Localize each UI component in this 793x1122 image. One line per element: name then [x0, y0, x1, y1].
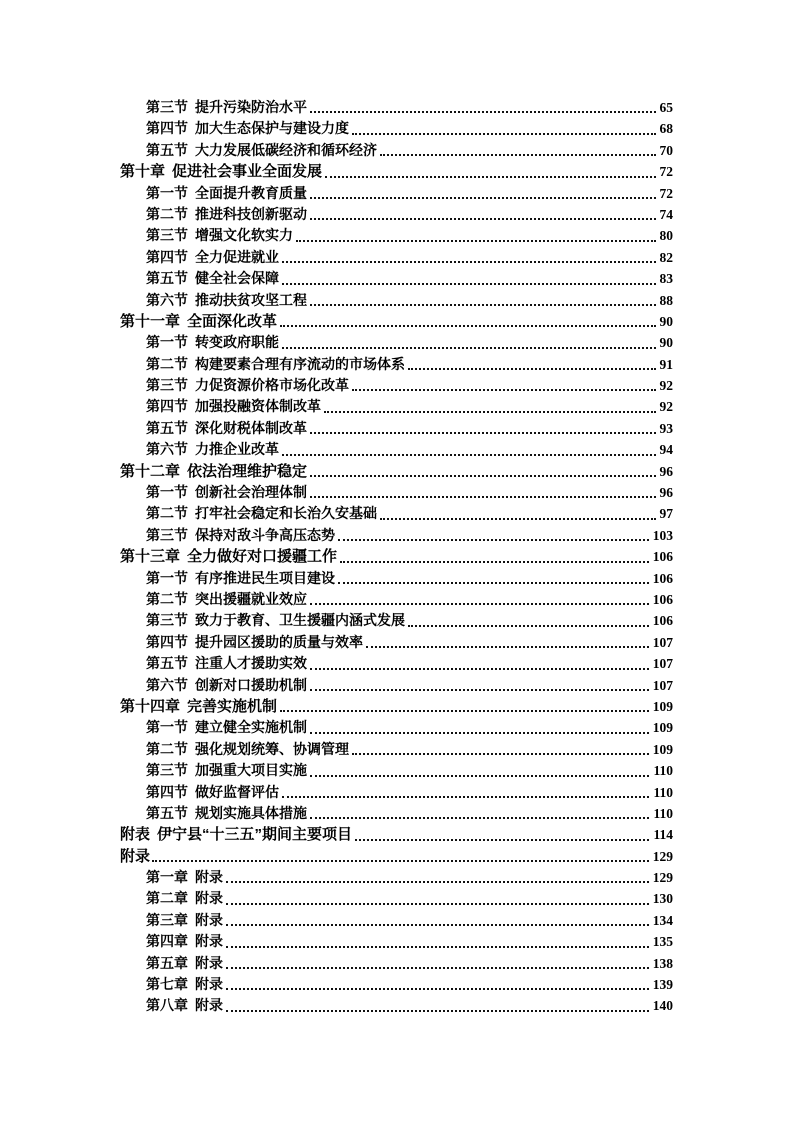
toc-entry-title: 全力促进就业: [195, 248, 279, 265]
toc-entry-title: 附录: [195, 890, 223, 907]
toc-entry[interactable]: [120, 760, 673, 781]
toc-entry-title: 依法治理维护稳定: [187, 462, 308, 480]
dot-leader: [310, 432, 656, 434]
dot-leader: [338, 582, 649, 584]
dot-leader: [226, 1010, 649, 1012]
dot-leader: [310, 197, 656, 199]
toc-entry-number: 第三节: [146, 99, 188, 115]
dot-leader: [408, 368, 656, 370]
toc-entry-number: 第二章: [146, 890, 188, 907]
toc-entry-page-number: 106: [652, 591, 673, 607]
toc-entry-page-number: 130: [652, 891, 673, 907]
toc-entry-title: 加大生态保护与建设力度: [195, 120, 349, 137]
toc-entry-page-number: 110: [653, 805, 673, 821]
toc-entry[interactable]: [120, 503, 673, 524]
toc-entry-page-number: 135: [652, 934, 673, 950]
toc-entry-number: 第三节: [146, 526, 188, 543]
dot-leader: [310, 817, 649, 819]
dot-leader: [366, 646, 649, 648]
toc-entry-page-number: 82: [659, 249, 673, 265]
dot-leader: [226, 988, 649, 990]
dot-leader: [408, 625, 649, 627]
toc-entry-number: 第三章: [146, 911, 188, 928]
toc-entry-title: 附录: [195, 911, 223, 928]
toc-entry-title: 构建要素合理有序流动的市场体系: [195, 355, 405, 372]
toc-entry-number: 第二节: [146, 505, 188, 522]
toc-entry-number: 第十四章: [120, 697, 181, 715]
toc-entry[interactable]: [120, 396, 673, 417]
toc-entry-page-number: 109: [652, 720, 673, 736]
toc-entry-title: 打牢社会稳定和长治久安基础: [195, 505, 377, 522]
toc-entry[interactable]: [120, 311, 673, 332]
toc-entry-title: 提升园区援助的质量与效率: [195, 633, 363, 650]
toc-entry-page-number: 94: [659, 442, 673, 458]
toc-entry-page-number: 103: [652, 527, 673, 543]
toc-entry[interactable]: [120, 418, 673, 439]
toc-entry[interactable]: [120, 204, 673, 225]
dot-leader: [352, 753, 649, 755]
toc-entry-number: 第五节: [146, 419, 188, 436]
toc-entry-page-number: 107: [652, 677, 673, 693]
toc-entry[interactable]: [120, 225, 673, 246]
toc-entry-page-number: 134: [652, 912, 673, 928]
toc-entry[interactable]: [120, 589, 673, 610]
dot-leader: [310, 775, 649, 777]
toc-entry-page-number: 65: [659, 100, 673, 115]
toc-entry-number: 第十章: [120, 163, 166, 181]
toc-entry[interactable]: [120, 953, 673, 974]
toc-entry-number: 第三节: [146, 762, 188, 779]
toc-entry[interactable]: [120, 118, 673, 139]
toc-entry-title: 推进科技创新驱动: [195, 205, 307, 222]
toc-entry[interactable]: [120, 375, 673, 396]
toc-entry[interactable]: [120, 995, 673, 1016]
toc-entry-number: 第四节: [146, 398, 188, 415]
toc-entry[interactable]: [120, 482, 673, 503]
toc-entry-page-number: 109: [652, 698, 673, 714]
toc-entry-title: 附录: [195, 976, 223, 993]
table-of-contents: [120, 97, 673, 1017]
toc-entry-title: 附录: [195, 869, 223, 886]
toc-entry-title: 加强重大项目实施: [195, 762, 307, 779]
toc-entry-number: 第六节: [146, 291, 188, 308]
toc-entry[interactable]: [120, 247, 673, 268]
toc-entry-number: 第五节: [146, 804, 188, 821]
toc-entry-title: 全面深化改革: [187, 312, 278, 330]
toc-entry-number: 第六节: [146, 441, 188, 458]
toc-entry-number: 第二节: [146, 590, 188, 607]
toc-entry-title: 增强文化软实力: [195, 227, 293, 244]
toc-entry-title: 加强投融资体制改革: [195, 398, 321, 415]
toc-entry-page-number: 93: [659, 420, 673, 436]
dot-leader: [226, 881, 649, 883]
toc-entry-page-number: 91: [659, 356, 673, 372]
toc-entry-title: 致力于教育、卫生援疆内涵式发展: [195, 612, 405, 629]
toc-entry[interactable]: [120, 653, 673, 674]
toc-entry-title: 力促资源价格市场化改革: [195, 377, 349, 394]
toc-entry-title: 伊宁县“十三五”期间主要项目: [157, 826, 353, 844]
toc-entry[interactable]: [120, 931, 673, 952]
toc-entry-number: 第一节: [146, 334, 188, 351]
toc-entry-page-number: 139: [652, 977, 673, 993]
toc-entry-page-number: 80: [659, 228, 673, 244]
toc-entry-title: 促进社会事业全面发展: [172, 163, 323, 181]
toc-entry[interactable]: [120, 97, 673, 118]
toc-entry-title: 保持对敌斗争高压态势: [195, 526, 335, 543]
toc-entry-number: 第五章: [146, 954, 188, 971]
toc-entry-number: 第一节: [146, 484, 188, 501]
toc-entry[interactable]: [120, 568, 673, 589]
toc-entry-title: 附录: [195, 997, 223, 1014]
toc-entry-page-number: 72: [659, 164, 673, 180]
toc-entry-number: 第三节: [146, 377, 188, 394]
toc-entry-title: 转变政府职能: [195, 334, 279, 351]
toc-entry[interactable]: [120, 824, 673, 845]
toc-entry[interactable]: [120, 717, 673, 738]
dot-leader: [340, 561, 649, 563]
toc-entry[interactable]: [120, 290, 673, 311]
toc-entry-page-number: 110: [653, 784, 673, 800]
toc-entry-page-number: 72: [659, 185, 673, 201]
toc-entry[interactable]: [120, 867, 673, 888]
toc-entry-number: 第二节: [146, 355, 188, 372]
toc-entry-page-number: 92: [659, 378, 673, 394]
toc-entry-number: 第四节: [146, 783, 188, 800]
toc-entry-page-number: 129: [652, 870, 673, 886]
toc-entry[interactable]: [120, 268, 673, 289]
toc-entry-page-number: 106: [652, 570, 673, 586]
toc-entry-title: 附录: [195, 933, 223, 950]
toc-entry-page-number: 96: [659, 485, 673, 501]
dot-leader: [282, 796, 649, 798]
dot-leader: [310, 111, 656, 113]
dot-leader: [310, 304, 656, 306]
toc-entry[interactable]: [120, 140, 673, 161]
dot-leader: [380, 518, 656, 520]
toc-entry[interactable]: [120, 461, 673, 482]
toc-entry-title: 完善实施机制: [187, 697, 278, 715]
toc-entry-title: 附录: [195, 954, 223, 971]
toc-entry[interactable]: [120, 974, 673, 995]
toc-entry-title: 做好监督评估: [195, 783, 279, 800]
dot-leader: [226, 946, 649, 948]
dot-leader: [338, 539, 649, 541]
toc-entry-number: 第八章: [146, 997, 188, 1014]
toc-entry[interactable]: [120, 675, 673, 696]
toc-entry[interactable]: [120, 803, 673, 824]
toc-entry-title: 推动扶贫攻坚工程: [195, 291, 307, 308]
toc-entry-page-number: 70: [659, 142, 673, 158]
dot-leader: [282, 261, 656, 263]
toc-entry-number: 第六节: [146, 676, 188, 693]
toc-entry[interactable]: [120, 910, 673, 931]
toc-entry-number: 第五节: [146, 270, 188, 287]
toc-entry[interactable]: [120, 632, 673, 653]
toc-entry-number: 附表: [120, 826, 151, 844]
toc-entry-number: 第四节: [146, 120, 188, 137]
toc-entry[interactable]: [120, 696, 673, 717]
toc-entry-number: 第四章: [146, 933, 188, 950]
toc-entry[interactable]: [120, 610, 673, 631]
dot-leader: [352, 133, 656, 135]
dot-leader: [324, 411, 656, 413]
toc-entry-title: 规划实施具体措施: [195, 804, 307, 821]
dot-leader: [282, 454, 656, 456]
toc-entry-title: 深化财税体制改革: [195, 419, 307, 436]
toc-entry[interactable]: [120, 332, 673, 353]
toc-entry[interactable]: [120, 739, 673, 760]
toc-entry-page-number: 129: [652, 848, 673, 864]
toc-entry-number: 第二节: [146, 740, 188, 757]
toc-entry-number: 第一章: [146, 869, 188, 886]
toc-entry-number: 第三节: [146, 612, 188, 629]
dot-leader: [282, 347, 656, 349]
toc-entry-number: 第三节: [146, 227, 188, 244]
toc-entry[interactable]: [120, 439, 673, 460]
dot-leader: [310, 668, 649, 670]
dot-leader: [226, 924, 649, 926]
toc-entry[interactable]: [120, 354, 673, 375]
toc-entry-page-number: 97: [659, 506, 673, 522]
toc-entry-number: 第二节: [146, 205, 188, 222]
toc-entry-title: 创新社会治理体制: [195, 484, 307, 501]
toc-entry-title: 全力做好对口援疆工作: [187, 548, 338, 566]
toc-entry-page-number: 107: [652, 634, 673, 650]
toc-entry-page-number: 114: [653, 827, 673, 843]
toc-entry-title: 全面提升教育质量: [195, 184, 307, 201]
toc-entry-page-number: 90: [659, 335, 673, 351]
toc-entry[interactable]: [120, 183, 673, 204]
toc-entry-page-number: 106: [652, 613, 673, 629]
toc-entry-number: 第十一章: [120, 312, 181, 330]
dot-leader: [282, 283, 656, 285]
toc-entry-page-number: 106: [652, 549, 673, 565]
toc-entry-title: 提升污染防治水平: [195, 99, 307, 115]
toc-entry-page-number: 109: [652, 741, 673, 757]
toc-entry-title: 突出援疆就业效应: [195, 590, 307, 607]
toc-entry-page-number: 140: [652, 998, 673, 1014]
toc-entry[interactable]: [120, 888, 673, 909]
toc-entry-page-number: 92: [659, 399, 673, 415]
toc-entry-number: 第四节: [146, 633, 188, 650]
toc-entry-page-number: 96: [659, 463, 673, 479]
dot-leader: [280, 325, 655, 327]
dot-leader: [226, 903, 649, 905]
dot-leader: [380, 154, 656, 156]
dot-leader: [310, 689, 649, 691]
dot-leader: [355, 839, 649, 841]
dot-leader: [310, 496, 656, 498]
toc-entry-title: 大力发展低碳经济和循环经济: [195, 141, 377, 158]
dot-leader: [310, 218, 656, 220]
toc-entry-page-number: 83: [659, 271, 673, 287]
toc-entry-title: 建立健全实施机制: [195, 719, 307, 736]
dot-leader: [310, 732, 649, 734]
toc-entry-number: 第一节: [146, 184, 188, 201]
dot-leader: [226, 967, 649, 969]
toc-entry-number: 第五节: [146, 655, 188, 672]
dot-leader: [296, 240, 656, 242]
toc-entry-number: 第十三章: [120, 548, 181, 566]
toc-entry[interactable]: [120, 782, 673, 803]
toc-entry-page-number: 74: [659, 206, 673, 222]
toc-entry[interactable]: [120, 525, 673, 546]
toc-entry-number: 第一节: [146, 569, 188, 586]
toc-entry-title: 强化规划统筹、协调管理: [195, 740, 349, 757]
toc-entry-title: 力推企业改革: [195, 441, 279, 458]
toc-entry-page-number: 68: [659, 121, 673, 137]
toc-entry-title: 注重人才援助实效: [195, 655, 307, 672]
toc-entry-number: 第一节: [146, 719, 188, 736]
dot-leader: [310, 475, 655, 477]
toc-entry-page-number: 88: [659, 292, 673, 308]
toc-entry[interactable]: [120, 846, 673, 867]
toc-entry-page-number: 138: [652, 955, 673, 971]
toc-entry-number: 第七章: [146, 976, 188, 993]
toc-entry-title: 有序推进民生项目建设: [195, 569, 335, 586]
dot-leader: [310, 603, 649, 605]
dot-leader: [352, 389, 656, 391]
toc-entry[interactable]: [120, 546, 673, 567]
dot-leader: [280, 710, 649, 712]
toc-entry-page-number: 110: [653, 763, 673, 779]
toc-entry[interactable]: [120, 161, 673, 182]
toc-entry-number: 附录: [120, 847, 151, 865]
dot-leader: [325, 176, 655, 178]
toc-entry-page-number: 107: [652, 656, 673, 672]
dot-leader: [152, 860, 649, 862]
toc-entry-number: 第四节: [146, 248, 188, 265]
toc-entry-page-number: 90: [659, 313, 673, 329]
toc-entry-title: 创新对口援助机制: [195, 676, 307, 693]
toc-entry-title: 健全社会保障: [195, 270, 279, 287]
toc-entry-number: 第五节: [146, 141, 188, 158]
toc-entry-number: 第十二章: [120, 462, 181, 480]
